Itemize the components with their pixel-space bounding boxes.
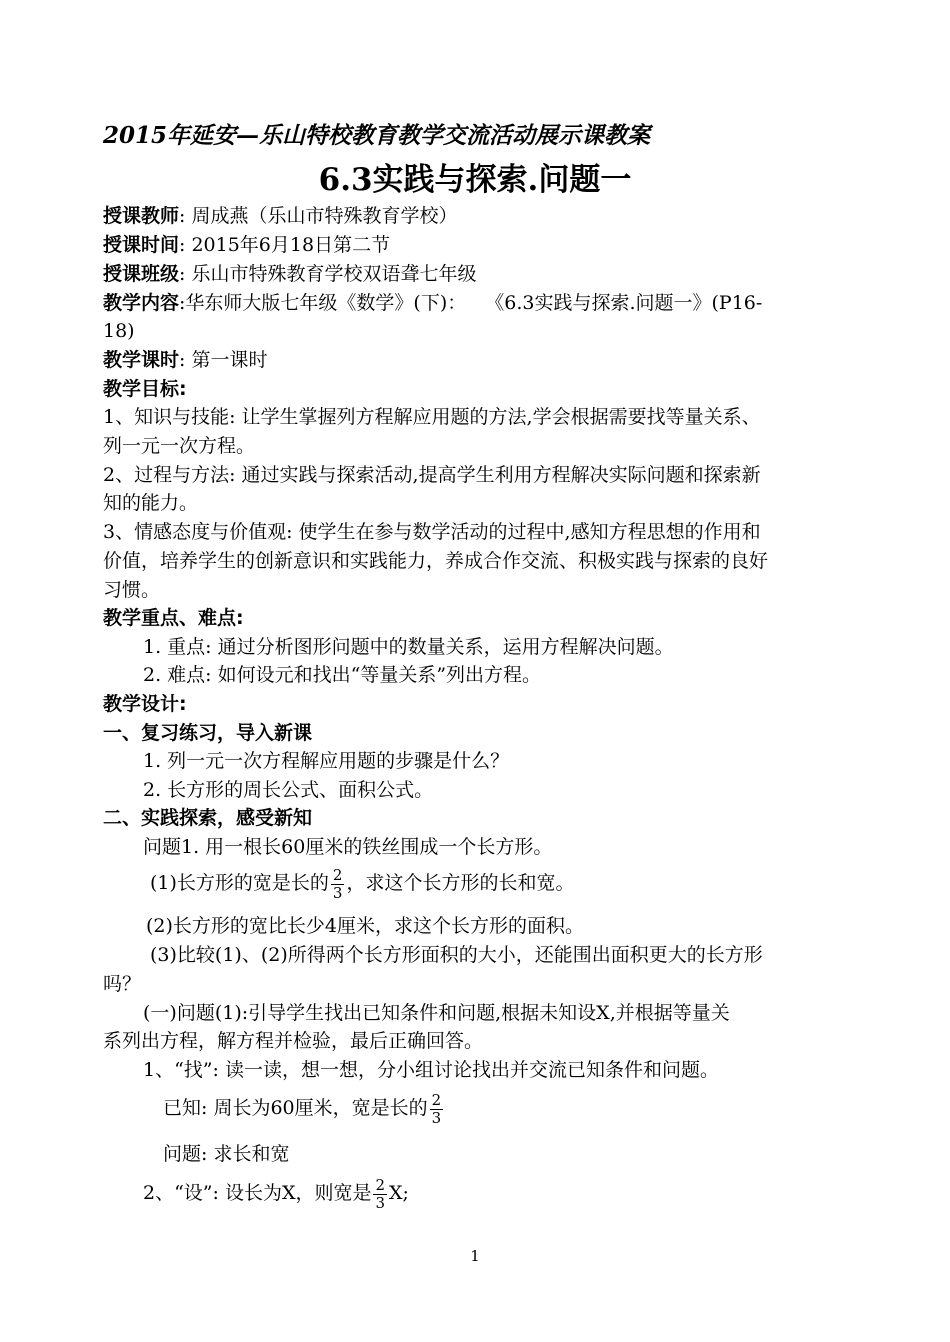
goals-heading: 教学目标:: [103, 378, 187, 400]
teacher-line: [103, 203, 457, 229]
period-line: [103, 347, 267, 373]
content-line-cont: 18): [103, 320, 135, 342]
goal-2b: 知的能力。: [103, 492, 199, 514]
review-q2: 2. 长方形的周长公式、面积公式。: [143, 779, 434, 801]
content-label: 教学内容: [103, 292, 180, 314]
step-1: 1、“找”: 读一读，想一想，分小组讨论找出并交流已知条件和问题。: [143, 1059, 719, 1081]
period-label: 教学课时: [103, 349, 180, 371]
known-line: 已知: 周长为60厘米，宽是长的 $\frac{2}{3}$: [163, 1090, 442, 1127]
problem-1-part-2: (2)长方形的宽比长少4厘米，求这个长方形的面积。: [146, 915, 585, 937]
goal-1b: 列一元一次方程。: [103, 435, 256, 457]
keypoints-heading: 教学重点、难点:: [103, 607, 244, 629]
time-label: 授课时间: [103, 234, 180, 256]
fraction-two-thirds: $\frac{2}{3}$: [375, 1175, 386, 1212]
guide-line-b: 系列出方程，解方程并检验，最后正确回答。: [103, 1030, 484, 1052]
lesson-title: 6.3实践与探索.问题一: [318, 162, 632, 198]
guide-line-a: (一)问题(1):引导学生找出已知条件和问题,根据未知设X,并根据等量关: [143, 1002, 730, 1024]
problem-1-part-1: (1)长方形的宽是长的 $\frac{2}{3}$ ，求这个长方形的长和宽。: [150, 865, 575, 902]
problem-1: 问题1. 用一根长60厘米的铁丝围成一个长方形。: [143, 836, 553, 858]
problem-1-part-3b: 吗？: [103, 973, 142, 995]
problem-1-part-3a: (3)比较(1)、(2)所得两个长方形面积的大小，还能围出面积更大的长方形: [150, 944, 763, 966]
class-label: 授课班级: [103, 263, 180, 285]
goal-3a: 3、情感态度与价值观: 使学生在参与数学活动的过程中,感知方程思想的作用和: [103, 521, 761, 543]
review-q1: 1. 列一元一次方程解应用题的步骤是什么？: [143, 750, 510, 772]
document-header: 2015年延安—乐山特校教育教学交流活动展示课教案: [103, 122, 651, 149]
period-value: : 第一课时: [179, 349, 268, 371]
content-line: [103, 290, 762, 316]
design-heading: 教学设计:: [103, 693, 187, 715]
step-2: 2、“设”: 设长为X，则宽是 $\frac{2}{3}$ X;: [143, 1175, 409, 1212]
question-line: 问题: 求长和宽: [163, 1143, 290, 1165]
teacher-value: : 周成燕（乐山市特殊教育学校）: [179, 205, 458, 227]
class-line: [103, 261, 476, 287]
section-2-heading: 二、实践探索，感受新知: [103, 807, 313, 829]
goal-3c: 习惯。: [103, 579, 161, 601]
fraction-two-thirds: $\frac{2}{3}$: [332, 865, 343, 902]
time-line: [103, 232, 390, 258]
time-value: : 2015年6月18日第二节: [179, 234, 391, 256]
section-1-heading: 一、复习练习，导入新课: [103, 722, 313, 744]
content-value: :华东师大版七年级《数学》(下)： 《6.3实践与探索.问题一》(P16-: [179, 292, 763, 314]
keypoint-1: 1. 重点: 通过分析图形问题中的数量关系，运用方程解决问题。: [143, 636, 674, 658]
page-number: 1: [470, 1247, 480, 1265]
goal-1a: 1、知识与技能: 让学生掌握列方程解应用题的方法,学会根据需要找等量关系、: [103, 406, 761, 428]
fraction-two-thirds: $\frac{2}{3}$: [431, 1090, 442, 1127]
teacher-label: 授课教师: [103, 205, 180, 227]
goal-2a: 2、过程与方法: 通过实践与探索活动,提高学生利用方程解决实际问题和探索新: [103, 464, 761, 486]
keypoint-2: 2. 难点: 如何设元和找出“等量关系”列出方程。: [143, 664, 542, 686]
class-value: : 乐山市特殊教育学校双语聋七年级: [179, 263, 477, 285]
goal-3b: 价值，培养学生的创新意识和实践能力，养成合作交流、积极实践与探索的良好: [103, 550, 769, 572]
